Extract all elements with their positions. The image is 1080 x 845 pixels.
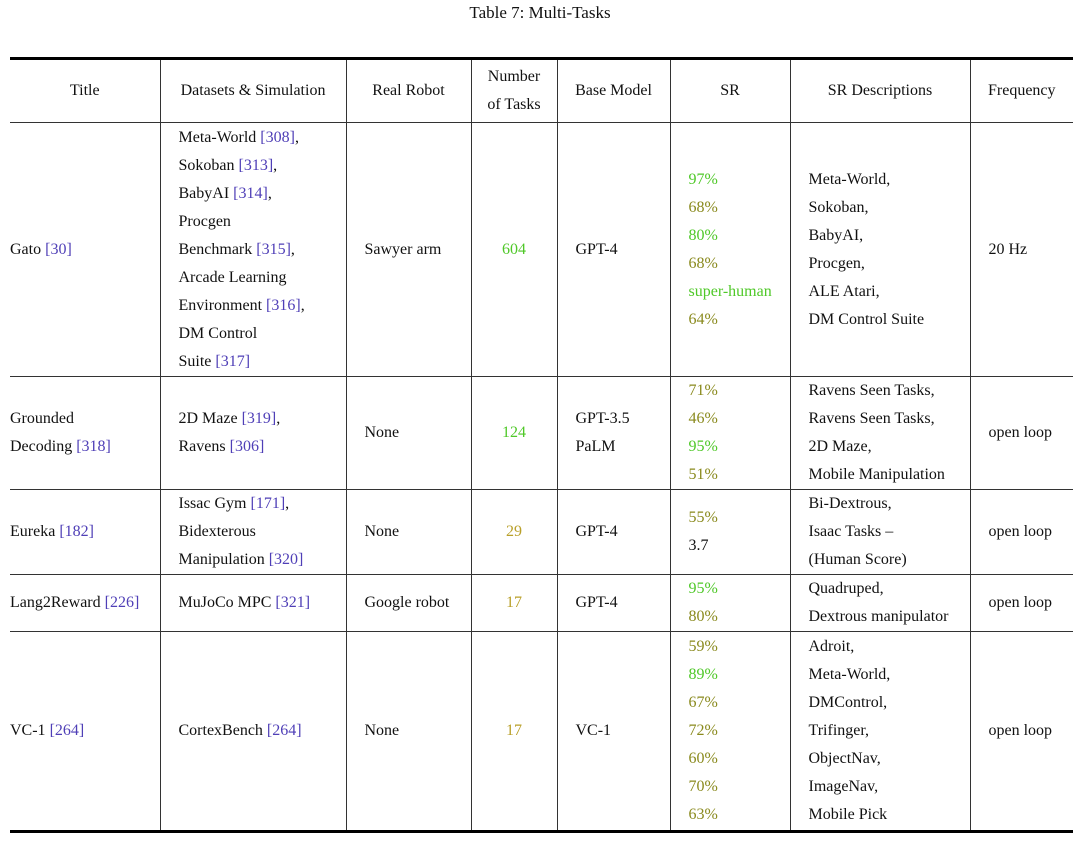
citation-ref: [320] (268, 551, 304, 568)
sr-value: 80% (688, 608, 718, 625)
cell-base-model (557, 490, 670, 575)
table-row (10, 123, 1073, 377)
cell-sr (670, 632, 790, 832)
header-num-tasks-line2: of Tasks (487, 96, 541, 113)
sr-value: 59% (688, 638, 718, 655)
cell-title (10, 377, 160, 490)
base-model-line: GPT-4 (575, 240, 618, 258)
dataset-text: Sokoban (178, 156, 239, 174)
cell-num-tasks: 17 (471, 575, 557, 632)
header-num-tasks-line1: Number (487, 68, 541, 85)
title-line (10, 433, 160, 461)
header-frequency: Frequency (970, 59, 1073, 123)
cell-datasets (160, 377, 346, 490)
table-row (10, 377, 1073, 490)
sr-desc-line: Ravens Seen Tasks, (808, 382, 935, 399)
sr-value: 68% (688, 254, 718, 272)
cell-title (10, 632, 160, 832)
sr-desc-line: ALE Atari, (808, 282, 880, 300)
citation-ref: [264] (266, 722, 302, 739)
sr-desc-line: DM Control Suite (808, 310, 925, 328)
table-body (10, 123, 1073, 832)
dataset-text: MuJoCo MPC (178, 594, 276, 611)
dataset-text: Benchmark (178, 240, 257, 258)
sr-value: 72% (688, 722, 718, 739)
citation-ref: [319] (241, 410, 277, 427)
sr-desc-line: Mobile Manipulation (808, 466, 945, 483)
citation-ref: [182] (59, 523, 94, 540)
sr-desc-line: Ravens Seen Tasks, (808, 410, 935, 427)
header-title: Title (69, 82, 100, 99)
table-row (10, 490, 1073, 575)
dataset-text: Procgen (178, 212, 231, 230)
header-row (10, 59, 1073, 123)
sr-value: 89% (688, 666, 718, 683)
dataset-line (179, 717, 346, 745)
dataset-text: Arcade Learning (178, 268, 287, 286)
dataset-text: Suite (178, 352, 216, 370)
header-num-tasks (471, 59, 557, 123)
sr-value: 95% (688, 580, 718, 597)
sr-value: 71% (688, 382, 718, 399)
dataset-text: Manipulation (178, 551, 269, 568)
sr-value: 97% (688, 170, 718, 188)
dataset-punct: , (290, 240, 295, 258)
sr-desc-line: 2D Maze, (808, 438, 872, 455)
base-model-line: GPT-4 (575, 523, 618, 540)
dataset-line (179, 490, 346, 518)
sr-value: 67% (688, 694, 718, 711)
cell-sr-desc (790, 575, 970, 632)
cell-real-robot: Google robot (346, 575, 471, 632)
title-text: Grounded (10, 410, 74, 427)
sr-value: super-human (688, 282, 772, 300)
header-real-robot: Real Robot (346, 59, 471, 123)
dataset-line (179, 236, 346, 264)
cell-sr-desc (790, 490, 970, 575)
cell-base-model (557, 377, 670, 490)
header-base-model: Base Model (557, 59, 670, 123)
title-text: Gato (10, 240, 46, 258)
cell-num-tasks: 29 (471, 490, 557, 575)
base-model-line: GPT-3.5 (575, 410, 630, 427)
dataset-punct: , (267, 184, 272, 202)
title-line (10, 405, 160, 433)
header-sr-desc: SR Descriptions (790, 59, 970, 123)
sr-desc-line: Quadruped, (808, 580, 884, 597)
cell-sr-desc (790, 377, 970, 490)
dataset-line (179, 433, 346, 461)
cell-datasets (160, 490, 346, 575)
table-row (10, 575, 1073, 632)
sr-desc-line: ObjectNav, (808, 750, 881, 767)
sr-value: 68% (688, 198, 718, 216)
dataset-line (179, 264, 346, 292)
citation-ref: [316] (266, 296, 301, 314)
dataset-text: DM Control (178, 324, 258, 342)
multi-tasks-table (10, 57, 1073, 833)
sr-desc-line: Procgen, (808, 254, 865, 272)
cell-real-robot: Sawyer arm (346, 123, 471, 377)
dataset-line (179, 152, 346, 180)
title-text: VC-1 (10, 722, 50, 739)
cell-frequency: open loop (970, 377, 1073, 490)
sr-desc-line: Isaac Tasks – (808, 523, 894, 540)
table-row (10, 632, 1073, 832)
dataset-punct: , (294, 128, 299, 146)
citation-ref: [321] (275, 594, 311, 611)
sr-desc-line: DMControl, (808, 694, 888, 711)
dataset-line (179, 320, 346, 348)
cell-sr-desc (790, 632, 970, 832)
base-model-line: PaLM (575, 438, 616, 455)
dataset-line (179, 518, 346, 546)
sr-desc-line: ImageNav, (808, 778, 879, 795)
dataset-line (179, 124, 346, 152)
cell-frequency: open loop (970, 632, 1073, 832)
cell-sr (670, 377, 790, 490)
sr-value: 70% (688, 778, 718, 795)
sr-value: 55% (688, 509, 718, 526)
sr-desc-line: BabyAI, (808, 226, 864, 244)
sr-value: 3.7 (688, 537, 709, 554)
cell-frequency: open loop (970, 575, 1073, 632)
sr-desc-line: Adroit, (808, 638, 855, 655)
cell-num-tasks: 604 (471, 123, 557, 377)
sr-desc-line: Sokoban, (808, 198, 869, 216)
sr-value: 80% (688, 226, 718, 244)
sr-value: 51% (688, 466, 718, 483)
citation-ref: [171] (250, 495, 286, 512)
citation-ref: [318] (76, 438, 111, 455)
cell-real-robot: None (346, 632, 471, 832)
sr-desc-line: Meta-World, (808, 666, 891, 683)
dataset-punct: , (273, 156, 278, 174)
citation-ref: [317] (215, 352, 251, 370)
dataset-text: 2D Maze (178, 410, 242, 427)
cell-sr (670, 123, 790, 377)
dataset-punct: , (300, 296, 305, 314)
cell-sr (670, 490, 790, 575)
citation-ref: [264] (49, 722, 85, 739)
sr-value: 46% (688, 410, 718, 427)
dataset-line (179, 208, 346, 236)
sr-desc-line: Meta-World, (808, 170, 891, 188)
cell-title (10, 123, 160, 377)
cell-real-robot: None (346, 490, 471, 575)
dataset-line (179, 546, 346, 574)
sr-desc-line: Bi-Dextrous, (808, 495, 892, 512)
title-text: Decoding (10, 438, 77, 455)
citation-ref: [308] (260, 128, 295, 146)
cell-datasets (160, 575, 346, 632)
dataset-text: Environment (178, 296, 267, 314)
cell-base-model (557, 123, 670, 377)
dataset-punct: , (276, 410, 281, 427)
cell-datasets (160, 632, 346, 832)
dataset-text: Issac Gym (178, 495, 251, 512)
citation-ref: [314] (233, 184, 268, 202)
base-model-line: GPT-4 (575, 594, 618, 611)
citation-ref: [30] (45, 240, 72, 258)
cell-frequency: open loop (970, 490, 1073, 575)
dataset-text: CortexBench (178, 722, 267, 739)
dataset-punct: , (285, 495, 290, 512)
cell-frequency: 20 Hz (970, 123, 1073, 377)
cell-title (10, 575, 160, 632)
cell-base-model (557, 575, 670, 632)
sr-desc-line: Dextrous manipulator (808, 608, 949, 625)
dataset-text: Bidexterous (178, 523, 256, 540)
dataset-text: Meta-World (178, 128, 261, 146)
citation-ref: [313] (238, 156, 274, 174)
citation-ref: [315] (256, 240, 291, 258)
sr-value: 60% (688, 750, 718, 767)
cell-sr (670, 575, 790, 632)
table-caption: Table 7: Multi-Tasks (469, 3, 611, 22)
dataset-line (179, 589, 346, 617)
header-datasets: Datasets & Simulation (160, 59, 346, 123)
sr-value: 95% (688, 438, 718, 455)
cell-sr-desc (790, 123, 970, 377)
cell-num-tasks: 17 (471, 632, 557, 832)
sr-desc-line: Trifinger, (808, 722, 870, 739)
dataset-line (179, 405, 346, 433)
sr-desc-line: (Human Score) (808, 551, 907, 568)
dataset-line (179, 180, 346, 208)
dataset-line (179, 348, 346, 376)
dataset-text: Ravens (178, 438, 230, 455)
cell-real-robot: None (346, 377, 471, 490)
cell-num-tasks: 124 (471, 377, 557, 490)
title-text: Lang2Reward (10, 594, 105, 611)
citation-ref: [226] (104, 594, 140, 611)
title-text: Eureka (10, 523, 60, 540)
sr-value: 63% (688, 806, 718, 823)
cell-datasets (160, 123, 346, 377)
dataset-line (179, 292, 346, 320)
citation-ref: [306] (229, 438, 265, 455)
cell-title (10, 490, 160, 575)
base-model-line: VC-1 (575, 722, 612, 739)
cell-base-model (557, 632, 670, 832)
sr-desc-line: Mobile Pick (808, 806, 888, 823)
sr-value: 64% (688, 310, 718, 328)
dataset-text: BabyAI (178, 184, 234, 202)
header-sr: SR (670, 59, 790, 123)
